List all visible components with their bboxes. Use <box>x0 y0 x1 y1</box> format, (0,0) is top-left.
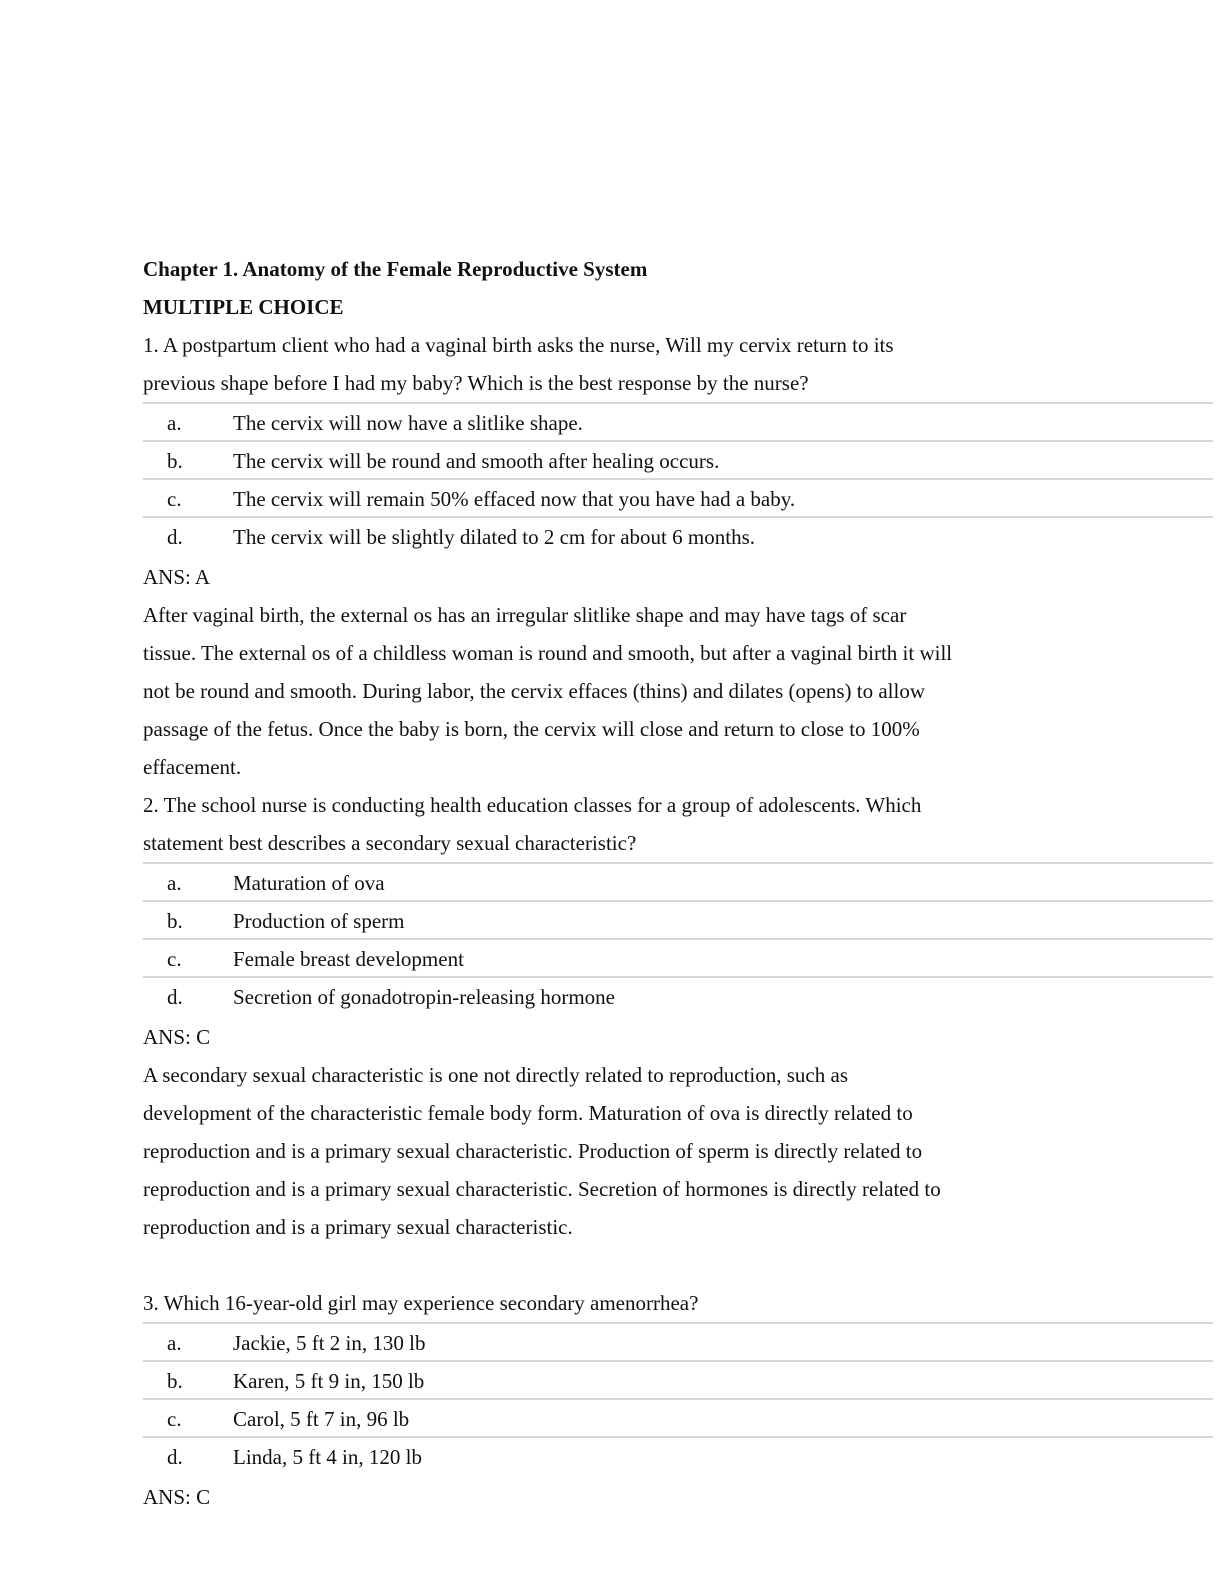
rationale-line: reproduction and is a primary sexual characteristic. Secretion of hormones is directly related to <box>143 1177 941 1201</box>
option-a <box>143 402 1213 440</box>
option-letter: b. <box>167 909 183 933</box>
rationale-line: not be round and smooth. During labor, the cervix effaces (thins) and dilates (opens) to allow <box>143 679 925 703</box>
answer-key: ANS: A <box>143 565 211 589</box>
option-list <box>143 402 1213 554</box>
option-text: The cervix will be round and smooth after healing occurs. <box>233 449 720 473</box>
rationale-line: After vaginal birth, the external os has an irregular slitlike shape and may have tags of scar <box>143 603 907 627</box>
option-text: Karen, 5 ft 9 in, 150 lb <box>233 1369 425 1393</box>
question-3 <box>143 1284 1213 1516</box>
rationale-line: reproduction and is a primary sexual characteristic. Production of sperm is directly related to <box>143 1139 923 1163</box>
option-letter: a. <box>167 411 182 435</box>
option-letter: c. <box>167 947 182 971</box>
option-list <box>143 1322 1213 1474</box>
document-page <box>143 250 1213 1516</box>
option-text: Carol, 5 ft 7 in, 96 lb <box>233 1407 410 1431</box>
blank-line <box>143 1246 1213 1284</box>
option-letter: b. <box>167 1369 183 1393</box>
option-b <box>143 900 1213 938</box>
question-stem-line: 3. Which 16-year-old girl may experience secondary amenorrhea? <box>143 1291 699 1315</box>
rationale-line: development of the characteristic female body form. Maturation of ova is directly related to <box>143 1101 913 1125</box>
option-letter: d. <box>167 985 183 1009</box>
option-letter: d. <box>167 525 183 549</box>
rationale-line: passage of the fetus. Once the baby is born, the cervix will close and return to close to 100% <box>143 717 920 741</box>
question-1 <box>143 326 1213 786</box>
option-letter: c. <box>167 487 182 511</box>
question-stem-line: previous shape before I had my baby? Which is the best response by the nurse? <box>143 371 809 395</box>
rationale-line: reproduction and is a primary sexual characteristic. <box>143 1215 573 1239</box>
option-c <box>143 938 1213 976</box>
option-d <box>143 516 1213 554</box>
option-text: Jackie, 5 ft 2 in, 130 lb <box>233 1331 426 1355</box>
question-2 <box>143 786 1213 1246</box>
question-stem-line: 2. The school nurse is conducting health education classes for a group of adolescents. Which <box>143 793 922 817</box>
chapter-title: Chapter 1. Anatomy of the Female Reproductive System <box>143 257 648 281</box>
option-letter: c. <box>167 1407 182 1431</box>
option-d <box>143 976 1213 1014</box>
option-text: The cervix will now have a slitlike shape. <box>233 411 583 435</box>
section-title: MULTIPLE CHOICE <box>143 295 344 319</box>
rationale-line: tissue. The external os of a childless woman is round and smooth, but after a vaginal birth it will <box>143 641 953 665</box>
option-text: Maturation of ova <box>233 871 385 895</box>
option-d <box>143 1436 1213 1474</box>
option-letter: a. <box>167 1331 182 1355</box>
option-text: Female breast development <box>233 947 464 971</box>
rationale-line: effacement. <box>143 755 242 779</box>
option-text: Secretion of gonadotropin-releasing hormone <box>233 985 615 1009</box>
answer-key: ANS: C <box>143 1485 211 1509</box>
option-list <box>143 862 1213 1014</box>
option-b <box>143 440 1213 478</box>
rationale-line: A secondary sexual characteristic is one not directly related to reproduction, such as <box>143 1063 848 1087</box>
option-letter: b. <box>167 449 183 473</box>
option-a <box>143 1322 1213 1360</box>
option-c <box>143 478 1213 516</box>
answer-key: ANS: C <box>143 1025 211 1049</box>
option-text: Production of sperm <box>233 909 405 933</box>
option-letter: a. <box>167 871 182 895</box>
option-text: The cervix will remain 50% effaced now that you have had a baby. <box>233 487 796 511</box>
option-b <box>143 1360 1213 1398</box>
option-text: The cervix will be slightly dilated to 2 cm for about 6 months. <box>233 525 755 549</box>
option-text: Linda, 5 ft 4 in, 120 lb <box>233 1445 422 1469</box>
option-a <box>143 862 1213 900</box>
question-stem-line: 1. A postpartum client who had a vaginal birth asks the nurse, Will my cervix return to its <box>143 333 894 357</box>
option-letter: d. <box>167 1445 183 1469</box>
option-c <box>143 1398 1213 1436</box>
question-stem-line: statement best describes a secondary sexual characteristic? <box>143 831 637 855</box>
